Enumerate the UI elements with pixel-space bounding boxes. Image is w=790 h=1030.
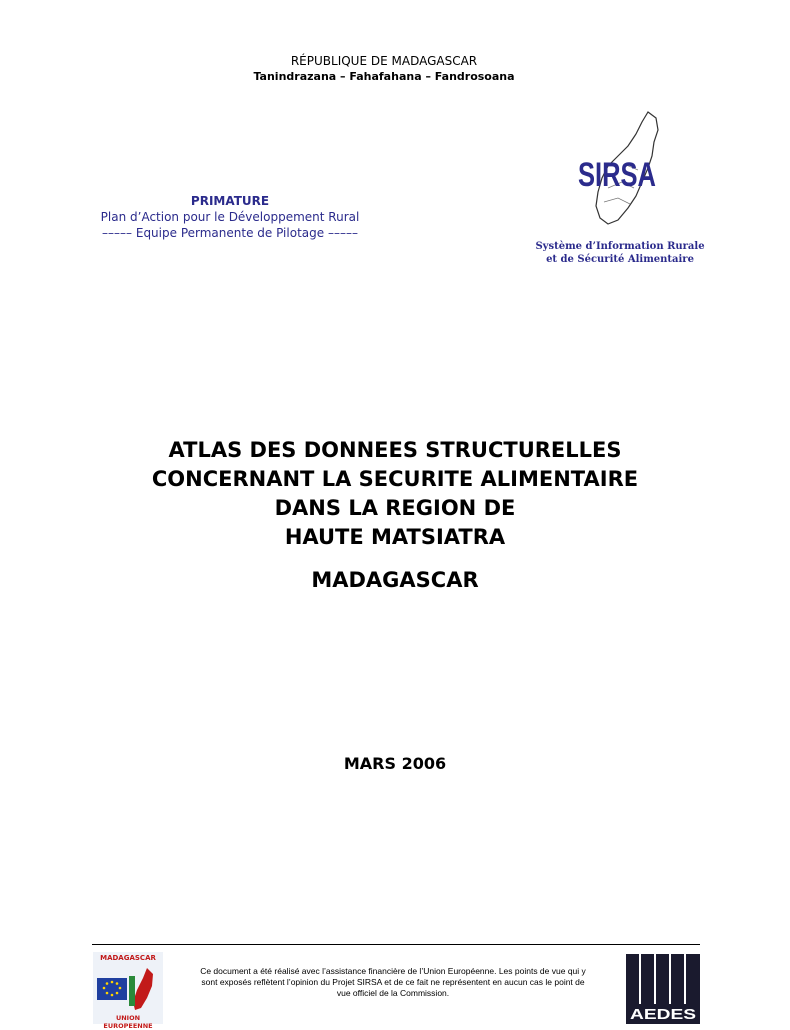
sirsa-logo-text: SIRSA [578, 156, 656, 194]
primature-plan: Plan d’Action pour le Développement Rural [100, 210, 360, 224]
sirsa-logo [578, 108, 668, 228]
primature-block [60, 193, 400, 241]
disclaimer-line-1: Ce document a été réalisé avec l’assistance financière de l’Union Européenne. Les points de vue qui y [200, 966, 586, 976]
primature-title: PRIMATURE [190, 194, 270, 208]
primature-team: ––––– Equipe Permanente de Pilotage ––––– [102, 226, 358, 240]
title-line-1: ATLAS DES DONNEES STRUCTURELLES [168, 438, 622, 462]
eu-madagascar-logo [93, 952, 163, 1030]
sirsa-caption-line2: et de Sécurité Alimentaire [546, 254, 694, 265]
aedes-logo [626, 954, 700, 1024]
footer-divider [92, 944, 700, 945]
republic-heading: RÉPUBLIQUE DE MADAGASCAR [290, 54, 478, 68]
title-line-3: DANS LA REGION DE [274, 496, 516, 520]
sirsa-caption [520, 240, 720, 266]
sirsa-caption-line1: Système d’Information Rurale [535, 241, 705, 252]
aedes-logo-text: AEDES [630, 1006, 696, 1023]
eu-logo-top-text: MADAGASCAR [100, 954, 156, 962]
eu-logo-bottom-text: UNION EUROPEENNE [103, 1014, 153, 1030]
national-motto: Tanindrazana – Fahafahana – Fandrosoana [253, 70, 515, 83]
title-line-4: HAUTE MATSIATRA [284, 525, 506, 549]
disclaimer-line-3: vue officiel de la Commission. [336, 988, 450, 998]
title-line-2: CONCERNANT LA SECURITE ALIMENTAIRE [151, 467, 639, 491]
document-title [0, 436, 790, 552]
disclaimer-line-2: sont exposés reflètent l’opinion du Projet SIRSA et de ce fait ne représentent en aucun cas le point de [201, 977, 585, 987]
funding-disclaimer [186, 966, 600, 999]
eu-flag-icon [97, 966, 159, 1012]
country-heading: MADAGASCAR [311, 568, 479, 592]
publication-date: MARS 2006 [343, 754, 447, 773]
